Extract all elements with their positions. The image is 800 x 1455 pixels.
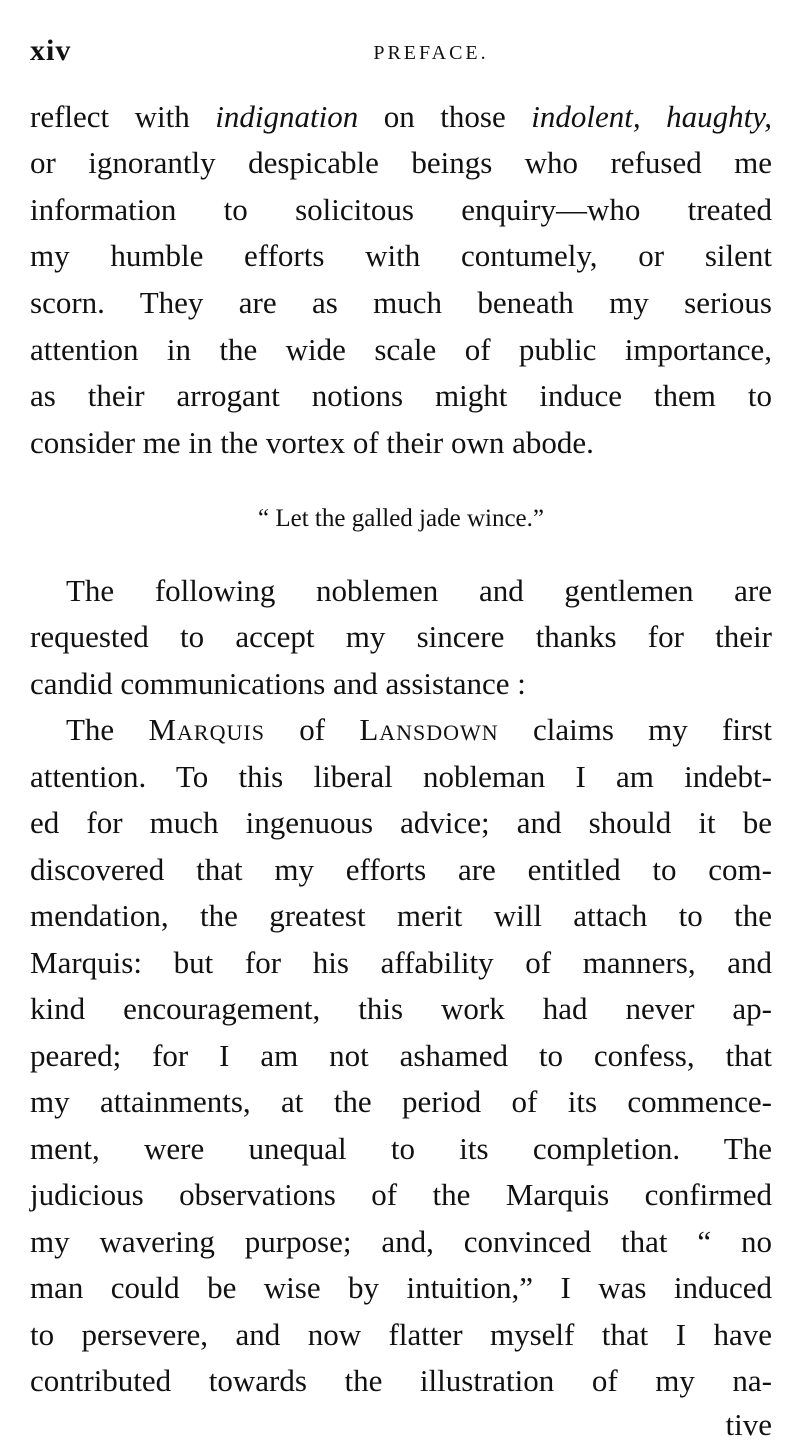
page-number: xiv — [30, 34, 72, 67]
text-line: ment, were unequal to its completion. The — [30, 1131, 772, 1166]
text-line: judicious observations of the Marquis confirmed — [30, 1177, 772, 1212]
text-span: of — [264, 712, 360, 747]
small-caps-text: Lansdown — [359, 712, 499, 747]
text-line: information to solicitous enquiry—who treated — [30, 192, 772, 227]
text-line: scorn. They are as much beneath my serious — [30, 285, 772, 320]
text-line: contributed towards the illustration of my na- — [30, 1363, 772, 1398]
text-line — [30, 94, 772, 140]
text-line: to persevere, and now flatter myself that I have — [30, 1317, 772, 1352]
text-line: consider me in the vortex of their own abode. — [30, 425, 594, 460]
text-line: mendation, the greatest merit will attach to the — [30, 898, 772, 933]
text-line: attention. To this liberal nobleman I am indebt- — [30, 759, 772, 794]
text-line — [30, 707, 772, 753]
text-span: on those — [358, 99, 532, 134]
text-line: attention in the wide scale of public importance, — [30, 332, 772, 367]
text-line: my humble efforts with contumely, or silent — [30, 238, 772, 273]
text-line: ed for much ingenuous advice; and should it be — [30, 805, 772, 840]
italic-text: indolent, haughty, — [531, 99, 773, 134]
catchword: tive — [725, 1407, 772, 1442]
text-line: discovered that my efforts are entitled to com- — [30, 852, 772, 887]
text-line: my wavering purpose; and, convinced that “ no — [30, 1224, 772, 1259]
text-line: my attainments, at the period of its commence- — [30, 1084, 772, 1119]
epigraph-quote: “ Let the galled jade wince.” — [258, 505, 544, 532]
page-header — [30, 34, 772, 74]
text-line: kind encouragement, this work had never ap- — [30, 991, 772, 1026]
text-span: reflect with — [30, 99, 216, 134]
text-line: man could be wise by intuition,” I was induced — [30, 1270, 772, 1305]
small-caps-text: Marquis — [148, 712, 265, 747]
text-span: The — [66, 712, 149, 747]
running-head: PREFACE. — [373, 42, 489, 64]
text-line: peared; for I am not ashamed to confess, that — [30, 1038, 772, 1073]
text-line: requested to accept my sincere thanks for their — [30, 619, 772, 654]
italic-text: indignation — [215, 99, 359, 134]
text-line: or ignorantly despicable beings who refused me — [30, 145, 772, 180]
text-line: as their arrogant notions might induce them to — [30, 378, 772, 413]
text-span: claims my first — [498, 712, 772, 747]
text-line: Marquis: but for his affability of manners, and — [30, 945, 772, 980]
text-line: candid communications and assistance : — [30, 666, 526, 701]
text-line: The following noblemen and gentlemen are — [66, 573, 772, 608]
